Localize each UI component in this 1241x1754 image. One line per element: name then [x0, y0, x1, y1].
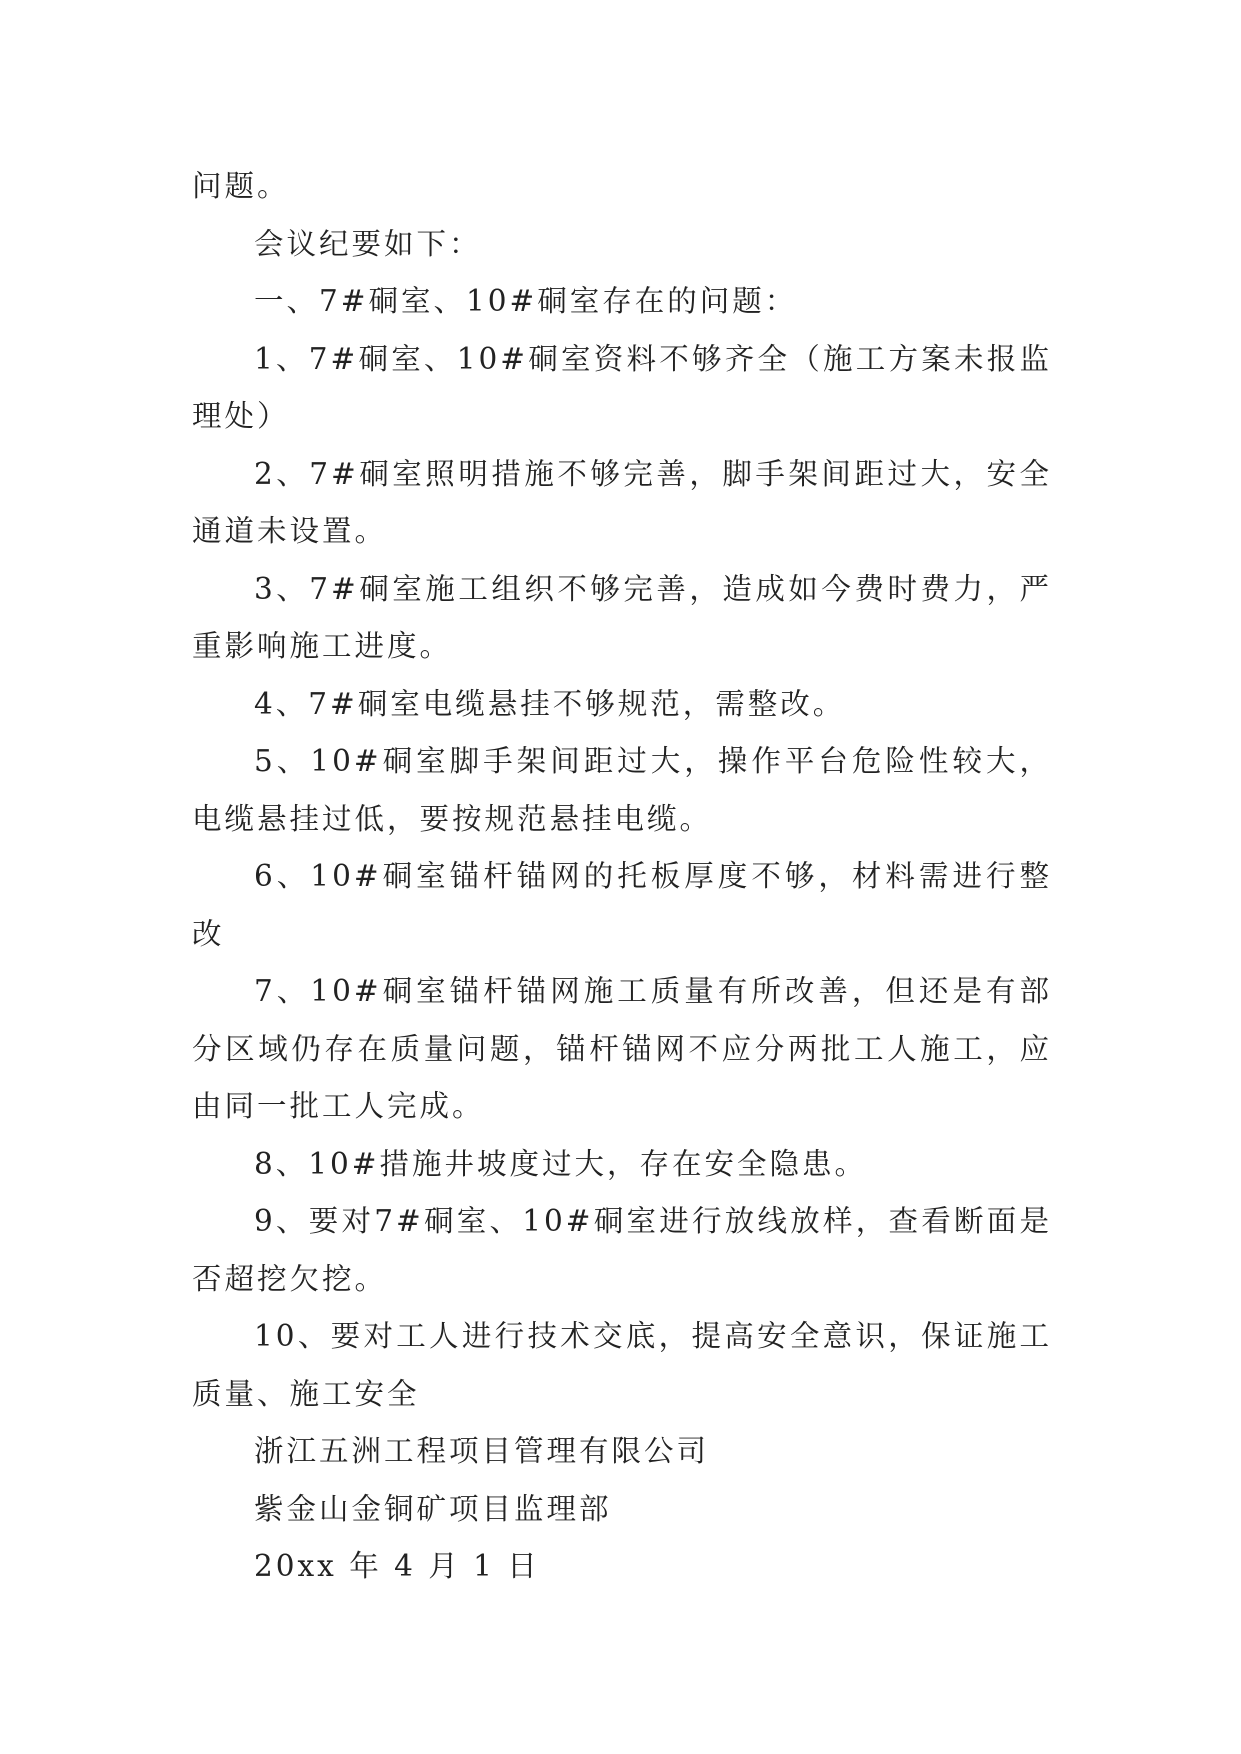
issue-item-10: 10、要对工人进行技术交底，提高安全意识，保证施工质量、施工安全	[192, 1319, 1052, 1411]
issue-item-6: 6、10#硐室锚杆锚网的托板厚度不够，材料需进行整改	[192, 859, 1052, 951]
document-body	[192, 158, 1052, 1596]
issue-item-7: 7、10#硐室锚杆锚网施工质量有所改善，但还是有部分区域仍存在质量问题，锚杆锚网不应分两批工人施工，应由同一批工人完成。	[192, 974, 1052, 1123]
signature-date: 20xx 年 4 月 1 日	[254, 1549, 540, 1583]
continuation-text: 问题。	[192, 169, 290, 203]
intro-text: 会议纪要如下：	[254, 226, 482, 261]
issue-item-3: 3、7#硐室施工组织不够完善，造成如今费时费力，严重影响施工进度。	[192, 571, 1052, 663]
issue-item-4: 4、7#硐室电缆悬挂不够规范，需整改。	[254, 686, 846, 721]
issue-item-8: 8、10#措施井坡度过大，存在安全隐患。	[254, 1146, 868, 1181]
issue-item-2: 2、7#硐室照明措施不够完善，脚手架间距过大，安全通道未设置。	[192, 456, 1052, 548]
issue-item-1: 1、7#硐室、10#硐室资料不够齐全（施工方案未报监理处）	[192, 341, 1052, 433]
signature-company: 浙江五洲工程项目管理有限公司	[254, 1434, 710, 1468]
issue-item-9: 9、要对7#硐室、10#硐室进行放线放样，查看断面是否超挖欠挖。	[192, 1204, 1052, 1296]
signature-department: 紫金山金铜矿项目监理部	[254, 1491, 612, 1526]
issue-item-5: 5、10#硐室脚手架间距过大，操作平台危险性较大，电缆悬挂过低，要按规范悬挂电缆。	[192, 744, 1052, 836]
section-heading: 一、7#硐室、10#硐室存在的问题：	[254, 284, 798, 318]
